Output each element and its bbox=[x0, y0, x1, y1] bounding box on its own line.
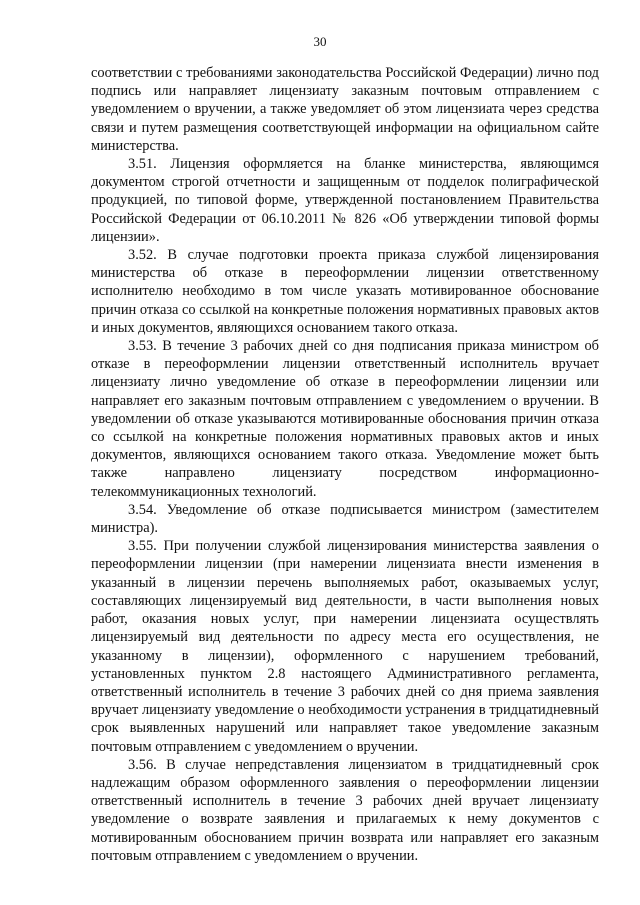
page-number: 30 bbox=[313, 34, 327, 49]
document-body bbox=[91, 64, 599, 865]
paragraph-3-52: 3.52. В случае подготовки проекта приказа службой лицензирования министерства об отказе в переоформлении лицензии ответственному исполнителю необходимо в том числе указать мотивированное обоснование причин отказа со ссылкой на конкретные положения нормативных правовых актов и иных документов, являющихся основанием такого отказа. bbox=[91, 247, 599, 336]
paragraph-3-55: 3.55. При получении службой лицензирования министерства заявления о переоформлении лицензии (при намерении лицензиата внести изменения в указанный в лицензии перечень выполняемых работ, оказываемых услуг, составляющих лицензируемый вид деятельности, в части выполнения новых работ, оказания новых услуг, при намерении лицензиата осуществлять лицензируемый вид деятельности по адресу места его осуществления, не указанному в лицензии), оформленного с нарушением требований, установленных пунктом 2.8 настоящего Административного регламента, ответственный исполнитель в течение 3 рабочих дней со дня приема заявления вручает лицензиату уведомление о необходимости устранения в тридцатидневный срок выявленных нарушений или направляет такое уведомление заказным почтовым отправлением с уведомлением о вручении. bbox=[91, 538, 599, 755]
paragraph-continuation: соответствии с требованиями законодательства Российской Федерации) лично под подпись или направляет лицензиату заказным почтовым отправлением с уведомлением о вручении, а также уведомляет об этом лицензиата через средства связи и путем размещения соответствующей информации на официальном сайте министерства. bbox=[91, 65, 599, 154]
paragraph-3-54: 3.54. Уведомление об отказе подписывается министром (заместителем министра). bbox=[91, 501, 599, 537]
paragraph-3-53: 3.53. В течение 3 рабочих дней со дня подписания приказа министром об отказе в переоформлении лицензии ответственный исполнитель вручает лицензиату лично уведомление об отказе в переоформлении лицензии или направляет его заказным почтовым отправлением с уведомлением о вручении. В уведомлении об отказе указываются мотивированные обоснования причин отказа со ссылкой на конкретные положения нормативных правовых актов и иных документов, являющихся основанием такого отказа. Уведомление может быть также направлено лицензиату посредством информационно-телекоммуникационных технологий. bbox=[91, 338, 599, 500]
paragraph-3-51: 3.51. Лицензия оформляется на бланке министерства, являющимся документом строгой отчетности и защищенным от подделок полиграфической продукцией, по типовой форме, утвержденной постановлением Правительства Российской Федерации от 06.10.2011 № 826 «Об утверждении типовой формы лицензии». bbox=[91, 156, 599, 245]
paragraph-3-56: 3.56. В случае непредставления лицензиатом в тридцатидневный срок надлежащим образом оформленного заявления о переоформлении лицензии ответственный исполнитель в течение 3 рабочих дней вручает лицензиату уведомление о возврате заявления и прилагаемых к нему документов с мотивированным обоснованием причин возврата или направляет его заказным почтовым отправлением с уведомлением о вручении. bbox=[91, 756, 599, 864]
